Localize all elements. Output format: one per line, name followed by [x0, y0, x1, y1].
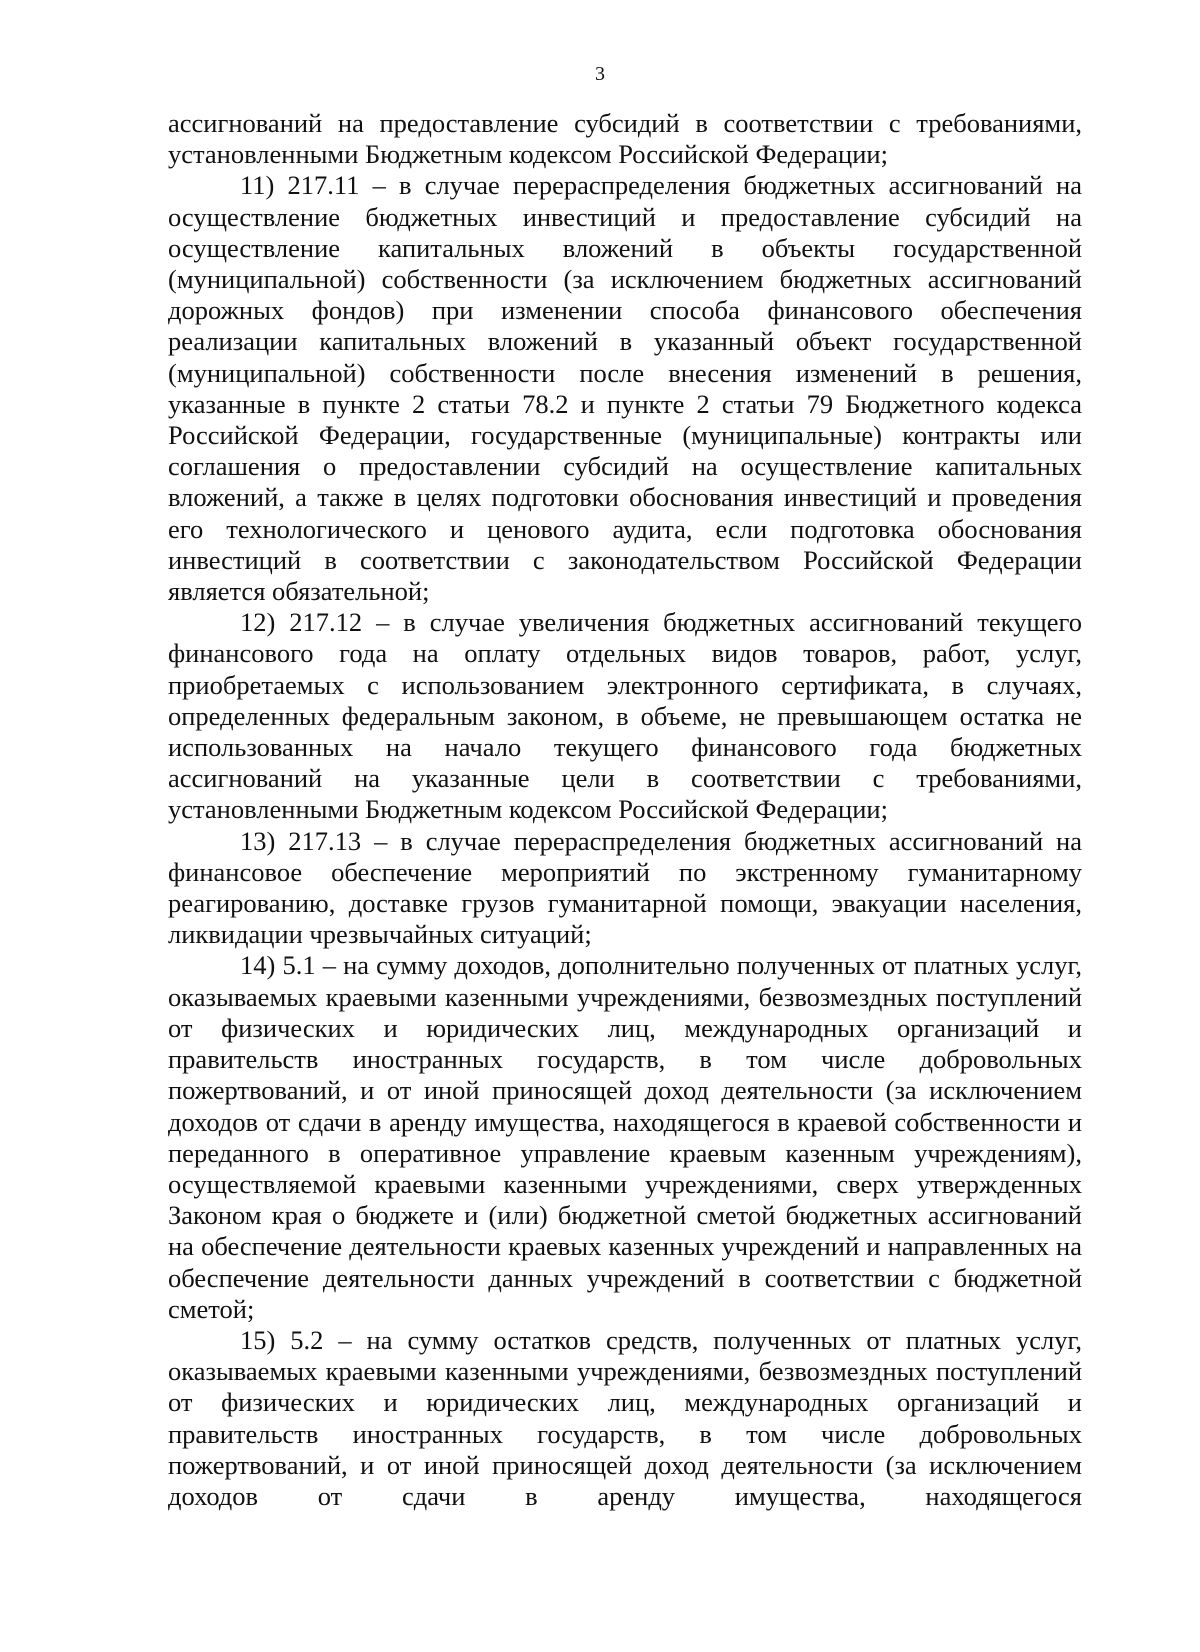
document-body [168, 108, 1082, 1512]
paragraph-item-12: 12) 217.12 – в случае увеличения бюджетных ассигнований текущего финансового года на оплату отдельных видов товаров, работ, услуг, приобретаемых с использованием электронного сертификата, в случаях, определенных федеральным законом, в объеме, не превышающем остатка не использованных на начало текущего финансового года бюджетных ассигнований на указанные цели в соответствии с требованиями, установленными Бюджетным кодексом Российской Федерации; [168, 607, 1082, 825]
paragraph-item-15: 15) 5.2 – на сумму остатков средств, полученных от платных услуг, оказываемых краевыми казенными учреждениями, безвозмездных поступлений от физических и юридических лиц, международных организаций и правительств иностранных государств, в том числе добровольных пожертвований, и от иной приносящей доход деятельности (за исключением доходов от сдачи в аренду имущества, находящегося [168, 1324, 1082, 1511]
paragraph-item-11: 11) 217.11 – в случае перераспределения бюджетных ассигнований на осуществление бюджетных инвестиций и предоставление субсидий на осуществление капитальных вложений в объекты государственной (муниципальной) собственности (за исключением бюджетных ассигнований дорожных фондов) при изменении способа финансового обеспечения реализации капитальных вложений в указанный объект государственной (муниципальной) собственности после внесения изменений в решения, указанные в пункте 2 статьи 78.2 и пункте 2 статьи 79 Бюджетного кодекса Российской Федерации, государственные (муниципальные) контракты или соглашения о предоставлении субсидий на осуществление капитальных вложений, а также в целях подготовки обоснования инвестиций и проведения его технологического и ценового аудита, если подготовка обоснования инвестиций в соответствии с законодательством Российской Федерации является обязательной; [168, 170, 1082, 607]
paragraph-continuation: ассигнований на предоставление субсидий в соответствии с требованиями, установленными Бюджетным кодексом Российской Федерации; [168, 108, 1082, 170]
paragraph-item-14: 14) 5.1 – на сумму доходов, дополнительно полученных от платных услуг, оказываемых краевыми казенными учреждениями, безвозмездных поступлений от физических и юридических лиц, международных организаций и правительств иностранных государств, в том числе добровольных пожертвований, и от иной приносящей доход деятельности (за исключением доходов от сдачи в аренду имущества, находящегося в краевой собственности и переданного в оперативное управление краевым казенным учреждениям), осуществляемой краевыми казенными учреждениями, сверх утвержденных Законом края о бюджете и (или) бюджетной сметой бюджетных ассигнований на обеспечение деятельности краевых казенных учреждений и направленных на обеспечение деятельности данных учреждений в соответствии с бюджетной сметой; [168, 950, 1082, 1324]
paragraph-item-13: 13) 217.13 – в случае перераспределения бюджетных ассигнований на финансовое обеспечение мероприятий по экстренному гуманитарному реагированию, доставке грузов гуманитарной помощи, эвакуации населения, ликвидации чрезвычайных ситуаций; [168, 825, 1082, 950]
page-number: 3 [595, 63, 605, 85]
